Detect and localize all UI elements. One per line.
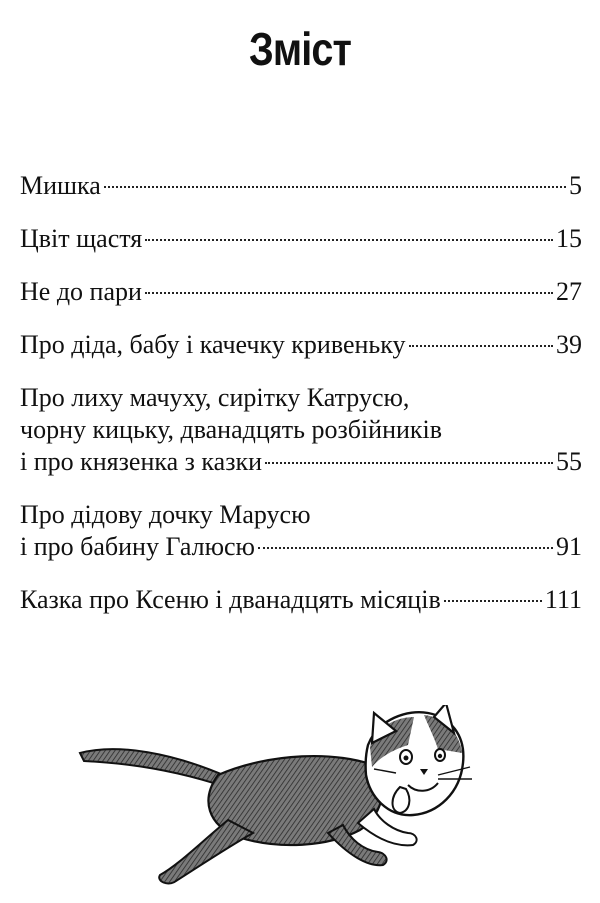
toc-entry-title-line: Про дідову дочку Марусю bbox=[20, 500, 311, 529]
toc-page-number: 91 bbox=[556, 532, 582, 561]
dot-leader bbox=[145, 239, 553, 241]
dot-leader bbox=[265, 462, 553, 464]
toc-page-number: 55 bbox=[556, 447, 582, 476]
toc-page-number: 5 bbox=[569, 171, 582, 200]
toc-entry-title-line: чорну кицьку, дванадцять розбійників bbox=[20, 415, 443, 444]
toc-entry-pro-dida-babu[interactable] bbox=[20, 329, 582, 361]
dot-leader bbox=[104, 186, 566, 188]
toc-entry-pro-didovu-dochku[interactable] bbox=[20, 499, 582, 563]
cat-illustration-icon bbox=[78, 705, 478, 895]
toc-entry-tsvit-shchastia[interactable] bbox=[20, 223, 582, 255]
page-title: Зміст bbox=[248, 23, 352, 75]
dot-leader bbox=[258, 547, 553, 549]
toc-entry-title: і про бабину Галюсю bbox=[20, 532, 255, 561]
toc-entry-title: Не до пари bbox=[20, 277, 142, 306]
toc-entry-ne-do-pary[interactable] bbox=[20, 276, 582, 308]
toc-page-number: 39 bbox=[556, 330, 582, 359]
toc-entry-title: Цвіт щастя bbox=[20, 224, 143, 253]
toc-page-number: 111 bbox=[544, 585, 582, 614]
toc-entry-title: Мишка bbox=[20, 171, 101, 200]
dot-leader bbox=[145, 292, 553, 294]
toc-entry-title: Казка про Ксеню і дванадцять місяців bbox=[20, 585, 441, 614]
toc-entry-title: і про князенка з казки bbox=[20, 447, 263, 476]
toc-page-number: 27 bbox=[556, 277, 582, 306]
toc-entry-kazka-pro-kseniu[interactable] bbox=[20, 584, 582, 616]
table-of-contents bbox=[20, 170, 582, 637]
toc-entry-mishka[interactable] bbox=[20, 170, 582, 202]
toc-page-number: 15 bbox=[556, 224, 582, 253]
toc-entry-pro-lykhu-machukhu[interactable] bbox=[20, 382, 582, 478]
dot-leader bbox=[409, 345, 553, 347]
toc-entry-title: Про діда, бабу і качечку кривеньку bbox=[20, 330, 406, 359]
toc-entry-title-line: Про лиху мачуху, сирітку Катрусю, bbox=[20, 383, 410, 412]
dot-leader bbox=[444, 600, 542, 602]
